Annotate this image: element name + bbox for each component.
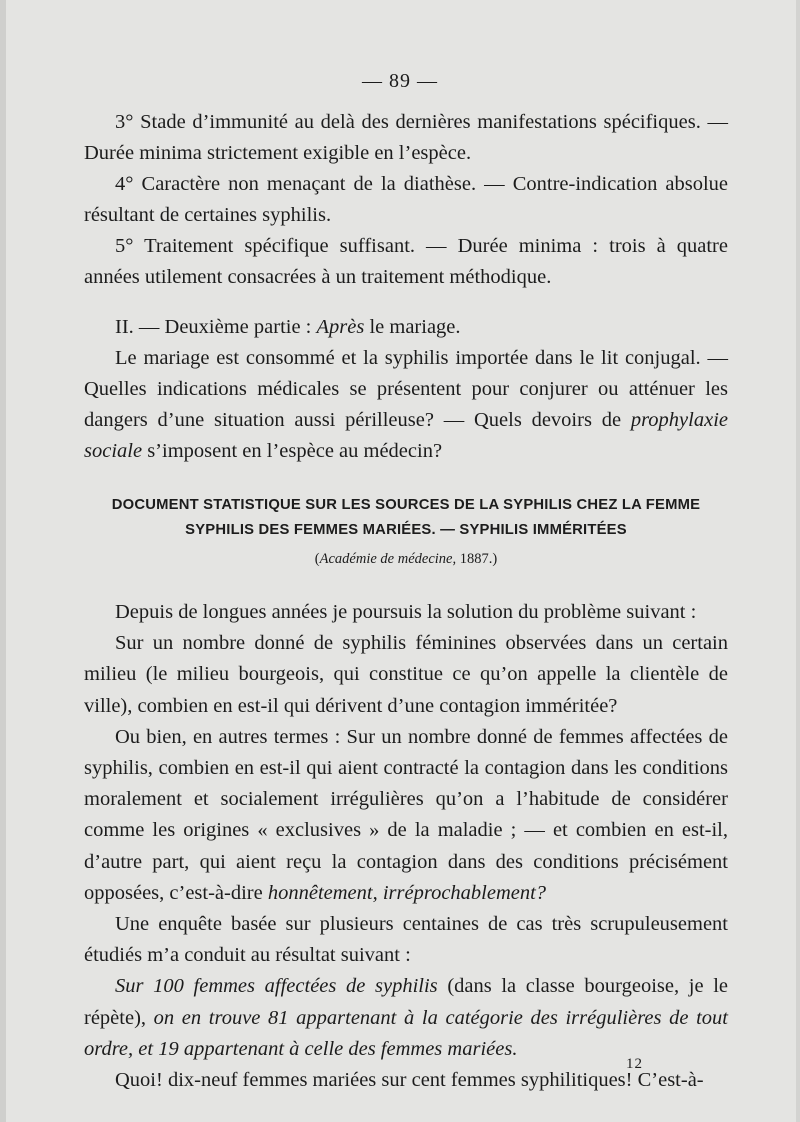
part-two-title: [84, 312, 728, 343]
paragraph-italic: honnêtement, irréprochablement?: [267, 881, 547, 904]
paragraph: Quoi! dix-neuf femmes mariées sur cent femmes syphilitiques! C’est-à-: [115, 1069, 704, 1092]
scan-edge-left: [0, 0, 6, 1122]
paragraph: Sur un nombre donné de syphilis féminines observées dans un certain milieu (le milieu bourgeois, qui constitue ce qu’on appelle la clientèle de ville), combien en est-il qui dérivent d’une contagion imméritée?: [84, 632, 728, 717]
scan-edge-right: [796, 0, 800, 1122]
paragraph: [84, 971, 728, 1065]
page-number: — 89 —: [362, 70, 438, 92]
source-citation: [84, 551, 728, 568]
heading-line-1: DOCUMENT STATISTIQUE SUR LES SOURCES DE LA SYPHILIS CHEZ LA FEMME: [111, 497, 701, 513]
marriage-paragraph: [84, 343, 728, 467]
signature-mark: 12: [626, 1056, 643, 1072]
list-item: [84, 107, 728, 169]
numbered-list: [84, 107, 728, 293]
part-two-italic: Après: [316, 316, 365, 338]
list-item: [84, 169, 728, 231]
marriage-text: Le mariage est consommé et la syphilis importée dans le lit conjugal. — Quelles indications médicales se présentent pour conjurer ou atténuer les dangers d’une situation aussi périlleuse? — Quels devoirs de: [84, 347, 728, 431]
part-two-suffix: le mariage.: [369, 316, 461, 338]
list-item: [84, 231, 728, 293]
section-heading: [84, 493, 728, 543]
marriage-italic: prophylaxie sociale: [84, 409, 728, 462]
body-text: [84, 597, 728, 1096]
source-italic: Académie de médecine,: [319, 551, 457, 567]
part-two-section: [84, 312, 728, 467]
paragraph-italic: on en trouve 81 appartenant à la catégorie des irrégulières de tout ordre, et 19 appartenant à celle des femmes mariées.: [84, 1006, 729, 1060]
source-open: (: [314, 551, 320, 567]
marriage-text-end: s’imposent en l’espèce au médecin?: [147, 440, 443, 462]
part-two-prefix: II. — Deuxième partie :: [115, 316, 312, 338]
paragraph: [84, 722, 728, 909]
list-number: 4°: [115, 173, 134, 195]
paragraph-text: (dans la classe bourgeoise, je le répète),: [84, 975, 728, 1029]
list-number: 3°: [115, 111, 134, 133]
paragraph: Depuis de longues années je poursuis la solution du problème suivant :: [115, 601, 697, 623]
list-text: Stade d’immunité au delà des dernières manifestations spécifiques. — Durée minima strictement exigible en l’espèce.: [84, 111, 728, 164]
paragraph-text: Ou bien, en autres termes : Sur un nombre donné de femmes affectées de syphilis, combien en est-il qui aient contracté la contagion dans les conditions moralement et socialement irrégulières qu’on a l’habitude de considérer comme les origines « exclusives » de la maladie ; — et combien en est-il, d’autre part, qui aient reçu la contagion dans des conditions précisément opposées, c’est-à-dire: [84, 725, 728, 904]
paragraph: Une enquête basée sur plusieurs centaines de cas très scrupuleusement étudiés m’a conduit au résultat suivant :: [84, 913, 728, 967]
list-text: Traitement spécifique suffisant. — Durée minima : trois à quatre années utilement consacrées à un traitement méthodique.: [84, 235, 728, 288]
source-rest: 1887.): [459, 551, 498, 567]
list-number: 5°: [115, 235, 134, 257]
list-text: Caractère non menaçant de la diathèse. — Contre-indication absolue résultant de certaines syphilis.: [84, 173, 729, 226]
paragraph-italic: Sur 100 femmes affectées de syphilis: [115, 975, 438, 998]
heading-line-2: SYPHILIS DES FEMMES MARIÉES. — SYPHILIS IMMÉRITÉES: [185, 522, 627, 538]
